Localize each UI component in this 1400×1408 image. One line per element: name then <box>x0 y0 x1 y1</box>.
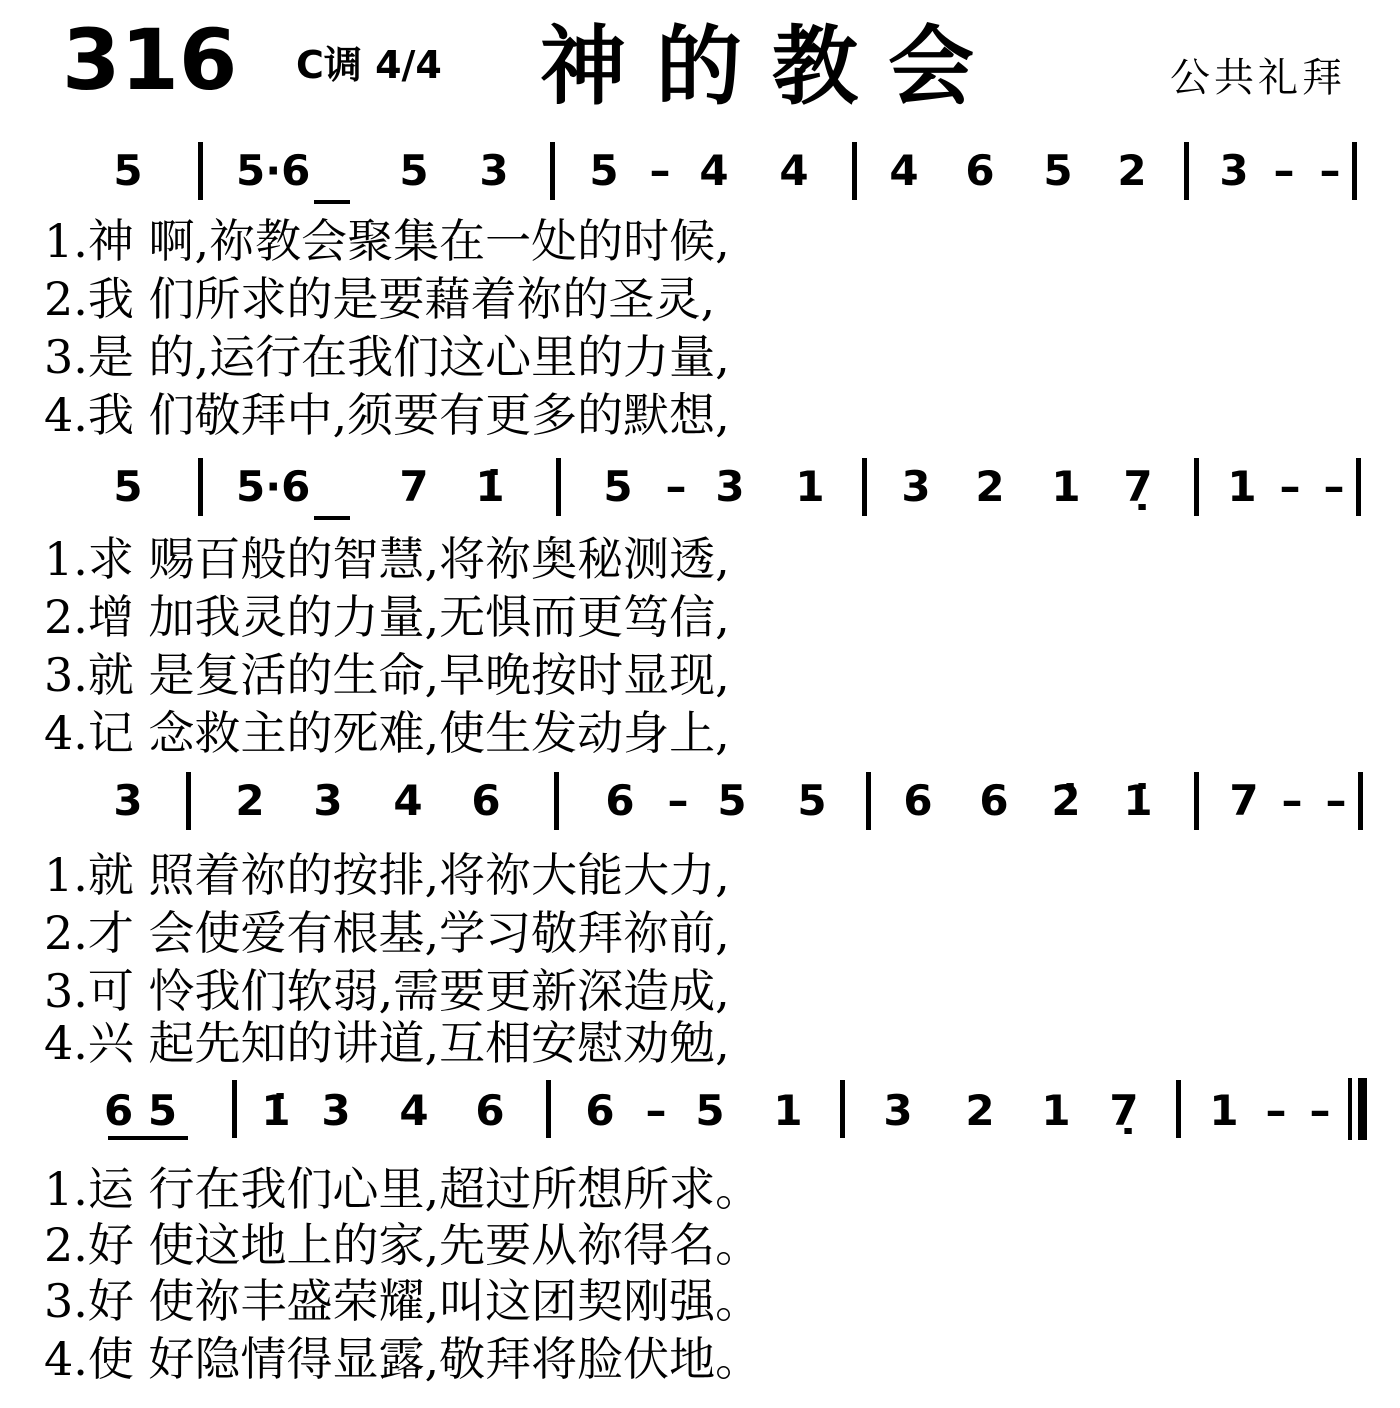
note: 1 <box>1051 462 1081 511</box>
bar-line <box>554 772 559 830</box>
note: 4 <box>889 146 919 195</box>
dash: – <box>665 462 687 511</box>
note: 3 <box>113 776 143 825</box>
note: 2 <box>1117 146 1147 195</box>
note: 5 <box>603 462 633 511</box>
note: 1̇ <box>261 1086 291 1135</box>
note-underline <box>314 200 350 204</box>
note: 5 <box>1043 146 1073 195</box>
note: 6 <box>471 776 501 825</box>
note: 2 <box>975 462 1005 511</box>
bar-line <box>556 458 561 516</box>
bar-line <box>546 1080 551 1138</box>
note: 1 <box>773 1086 803 1135</box>
lyric-verse-3: 3.好 使祢丰盛荣耀,叫这团契刚强。 <box>44 1274 762 1328</box>
dash: – <box>667 776 689 825</box>
note: 1 <box>1041 1086 1071 1135</box>
dash: – <box>1265 1086 1287 1135</box>
dash: – <box>1325 776 1347 825</box>
note: 6 <box>585 1086 615 1135</box>
note: 3 <box>313 776 343 825</box>
note: 5 <box>399 146 429 195</box>
note: 3 <box>715 462 745 511</box>
dash: – <box>645 1086 667 1135</box>
notation-line-4 <box>0 1078 1400 1158</box>
bar-line <box>852 142 857 200</box>
note: 5·6 <box>236 462 311 511</box>
bar-line <box>1356 458 1361 516</box>
note: 6 <box>605 776 635 825</box>
lyric-verse-1: 1.就 照着祢的按排,将祢大能大力, <box>44 848 730 902</box>
notation-line-3 <box>0 770 1400 850</box>
lyric-verse-3: 3.可 怜我们软弱,需要更新深造成, <box>44 964 730 1018</box>
dash: – <box>1273 146 1295 195</box>
note: 6 <box>903 776 933 825</box>
note: 3 <box>479 146 509 195</box>
bar-line <box>1176 1080 1181 1138</box>
note: 2 <box>965 1086 995 1135</box>
dash: – <box>1323 462 1345 511</box>
lyric-verse-2: 2.我 们所求的是要藉着祢的圣灵, <box>44 272 716 326</box>
bar-line <box>1352 142 1357 200</box>
bar-line <box>186 772 191 830</box>
note: 5 <box>589 146 619 195</box>
note: 7 <box>399 462 429 511</box>
note: 6 <box>965 146 995 195</box>
note: 6 <box>475 1086 505 1135</box>
note: 3 <box>1219 146 1249 195</box>
notation-line-2 <box>0 456 1400 536</box>
bar-line <box>1358 772 1363 830</box>
note: 4 <box>393 776 423 825</box>
note: 1 <box>1227 462 1257 511</box>
hymn-number: 316 <box>62 11 238 109</box>
note: 7 <box>1229 776 1259 825</box>
note: 5 <box>695 1086 725 1135</box>
dash: – <box>649 146 671 195</box>
dash: – <box>1281 776 1303 825</box>
bar-line <box>840 1080 845 1138</box>
note: 3 <box>321 1086 351 1135</box>
bar-line <box>1184 142 1189 200</box>
bar-line <box>550 142 555 200</box>
note-underline <box>314 516 350 520</box>
hymn-category: 公共礼拜 <box>1170 55 1346 101</box>
final-bar-thick <box>1358 1078 1367 1140</box>
notation-line-1 <box>0 142 1400 222</box>
note: 6 <box>979 776 1009 825</box>
note: 1 <box>1209 1086 1239 1135</box>
note: 3 <box>883 1086 913 1135</box>
note: 5 <box>717 776 747 825</box>
lyric-verse-1: 1.神 啊,祢教会聚集在一处的时候, <box>44 214 730 268</box>
hymn-title: 神的教会 <box>540 17 1004 117</box>
key-signature: C调 4/4 <box>296 43 442 87</box>
note: 1̇ <box>1123 776 1153 825</box>
note: 5 <box>113 462 143 511</box>
lyric-verse-1: 1.求 赐百般的智慧,将祢奥秘测透, <box>44 532 730 586</box>
note: 4 <box>399 1086 429 1135</box>
bar-line <box>862 458 867 516</box>
lyric-verse-1: 1.运 行在我们心里,超过所想所求。 <box>44 1162 762 1216</box>
bar-line <box>232 1080 237 1138</box>
note: 7̣ <box>1109 1086 1139 1135</box>
bar-line <box>866 772 871 830</box>
note-pair: 6 5 <box>104 1086 178 1135</box>
lyric-verse-4: 4.记 念救主的死难,使生发动身上, <box>44 706 730 760</box>
bar-line <box>198 458 203 516</box>
note: 4 <box>699 146 729 195</box>
lyric-verse-4: 4.使 好隐情得显露,敬拜将脸伏地。 <box>44 1332 762 1386</box>
lyric-verse-4: 4.我 们敬拜中,须要有更多的默想, <box>44 388 730 442</box>
final-bar-thin <box>1348 1078 1352 1140</box>
bar-line <box>1194 772 1199 830</box>
lyric-verse-3: 3.是 的,运行在我们这心里的力量, <box>44 330 730 384</box>
bar-line <box>198 142 203 200</box>
note: 3 <box>901 462 931 511</box>
note: 1̇ <box>475 462 505 511</box>
note: 1 <box>795 462 825 511</box>
lyric-verse-2: 2.增 加我灵的力量,无惧而更笃信, <box>44 590 730 644</box>
note: 2 <box>235 776 265 825</box>
note: 5·6 <box>236 146 311 195</box>
note: 4 <box>779 146 809 195</box>
lyric-verse-4: 4.兴 起先知的讲道,互相安慰劝勉, <box>44 1016 730 1070</box>
note: 7̣ <box>1123 462 1153 511</box>
note: 5 <box>797 776 827 825</box>
note-underline <box>108 1136 188 1140</box>
bar-line <box>1194 458 1199 516</box>
lyric-verse-3: 3.就 是复活的生命,早晚按时显现, <box>44 648 730 702</box>
dash: – <box>1279 462 1301 511</box>
lyric-verse-2: 2.才 会使爱有根基,学习敬拜祢前, <box>44 906 730 960</box>
dash: – <box>1309 1086 1331 1135</box>
note: 5 <box>113 146 143 195</box>
dash: – <box>1319 146 1341 195</box>
lyric-verse-2: 2.好 使这地上的家,先要从祢得名。 <box>44 1218 762 1272</box>
note: 2̇ <box>1051 776 1081 825</box>
